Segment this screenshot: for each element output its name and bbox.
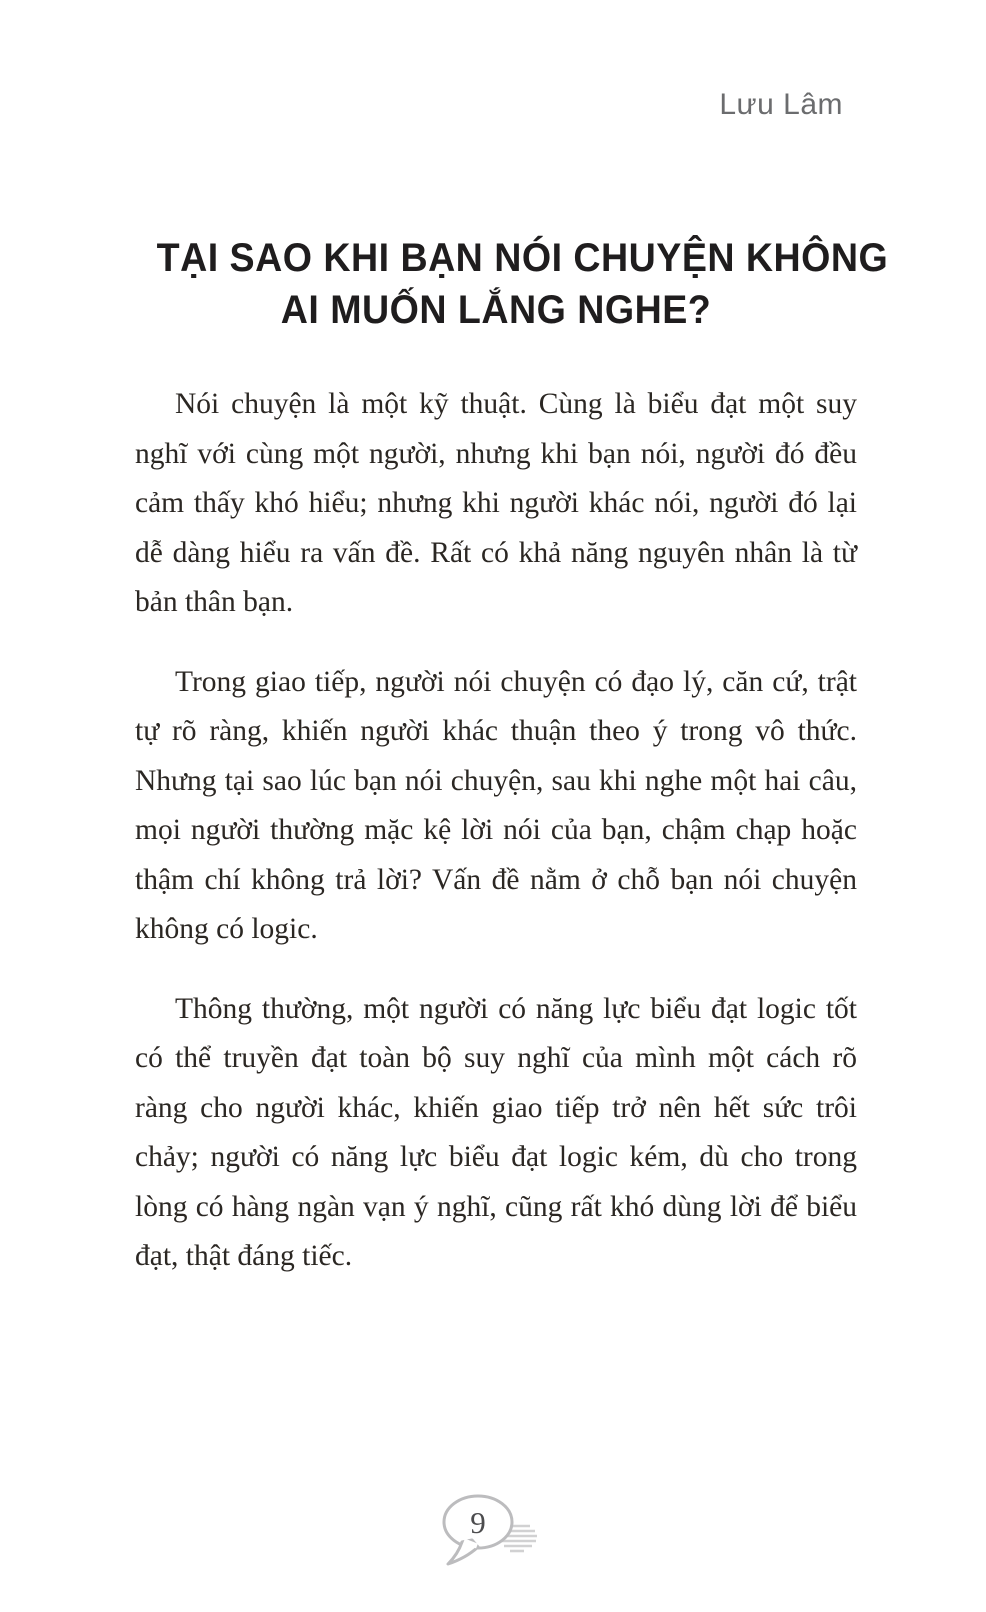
paragraph-2: Trong giao tiếp, người nói chuyện có đạo lý, căn cứ, trật tự rõ ràng, khiến người khác thuận theo ý trong vô thức. Nhưng tại sao lúc bạn nói chuyện, sau khi nghe một hai câu, mọi người thường mặc kệ lời nói của bạn, chậm chạp hoặc thậm chí không trả lời? Vấn đề nằm ở chỗ bạn nói chuyện không có logic. bbox=[135, 665, 857, 945]
paragraph-3: Thông thường, một người có năng lực biểu đạt logic tốt có thể truyền đạt toàn bộ suy nghĩ của mình một cách rõ ràng cho người khác, khiến giao tiếp trở nên hết sức trôi chảy; người có năng lực biểu đạt logic kém, dù cho trong lòng có hàng ngàn vạn ý nghĩ, cũng rất khó dùng lời để biểu đạt, thật đáng tiếc. bbox=[135, 992, 857, 1272]
body-text bbox=[135, 380, 857, 1282]
speech-bubble-icon bbox=[438, 1490, 548, 1574]
page-number: 9 bbox=[470, 1505, 486, 1540]
page-content bbox=[135, 0, 889, 1312]
chapter-title-line2: AI MUỐN LẮNG NGHE? bbox=[280, 288, 712, 332]
chapter-title-line1: TẠI SAO KHI BẠN NÓI CHUYỆN KHÔNG bbox=[156, 236, 889, 280]
speech-bubble-svg bbox=[438, 1490, 548, 1574]
paragraph-1: Nói chuyện là một kỹ thuật. Cùng là biểu đạt một suy nghĩ với cùng một người, nhưng khi bạn nói, người đó đều cảm thấy khó hiểu; nhưng khi người khác nói, người đó lại dễ dàng hiểu ra vấn đề. Rất có khả năng nguyên nhân là từ bản thân bạn. bbox=[135, 388, 857, 618]
page-footer bbox=[0, 1490, 986, 1574]
chapter-title bbox=[135, 232, 889, 336]
running-head-author: Lưu Lâm bbox=[719, 88, 843, 121]
